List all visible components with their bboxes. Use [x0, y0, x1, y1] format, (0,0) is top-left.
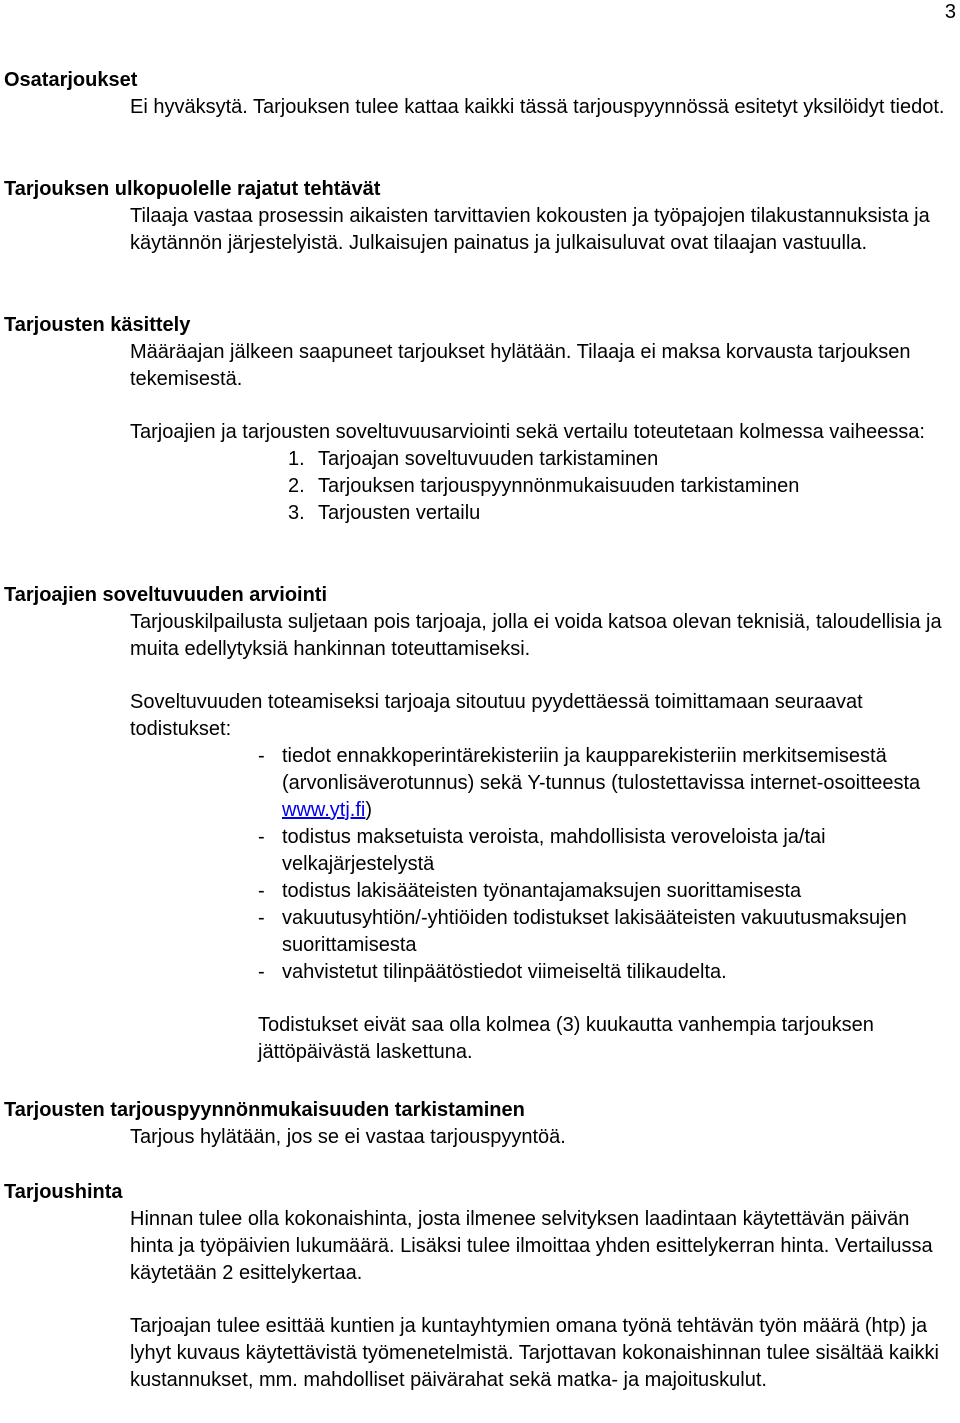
steps-list — [288, 446, 960, 527]
text-todistukset-note: Todistukset eivät saa olla kolmea (3) kuukautta vanhempia tarjouksen jättöpäivästä laskettuna. — [258, 1014, 874, 1063]
heading-ulkopuolelle: Tarjouksen ulkopuolelle rajatut tehtävät — [4, 178, 381, 200]
heading-soveltuvuus: Tarjoajien soveltuvuuden arviointi — [4, 584, 328, 606]
step-item: 3. Tarjousten vertailu — [288, 502, 481, 524]
list-item: - todistus lakisääteisten työnantajamaksujen suorittamisesta — [258, 880, 802, 902]
section-mukaisuus — [4, 1097, 960, 1151]
text-hinta: Hinnan tulee olla kokonaishinta, josta ilmenee selvityksen laadintaan käytettävän päivän hinta ja työpäivien lukumäärä. Lisäksi tulee ilmoittaa yhden esittelykerran hinta. Vertailussa käytetään 2 esittelykertaa. — [130, 1208, 933, 1284]
heading-osatarjoukset: Osatarjoukset — [4, 69, 138, 91]
step-item: 1. Tarjoajan soveltuvuuden tarkistaminen — [288, 448, 659, 470]
list-item: - vakuutusyhtiön/-yhtiöiden todistukset lakisääteisten vakuutusmaksujen suorittamisesta — [258, 907, 907, 956]
text-ulkopuolelle: Tilaaja vastaa prosessin aikaisten tarvittavien kokousten ja työpajojen tilakustannuksista ja käytännön järjestelyistä. Julkaisujen painatus ja julkaisuluvat ovat tilaajan vastuulla. — [130, 205, 930, 254]
section-hinta — [4, 1179, 960, 1394]
page-number: 3 — [944, 1, 956, 23]
text-mukaisuus: Tarjous hylätään, jos se ei vastaa tarjouspyyntöä. — [130, 1126, 566, 1148]
text-hinta-tyomaara: Tarjoajan tulee esittää kuntien ja kuntayhtymien omana työnä tehtävän työn määrä (htp) ja lyhyt kuvaus käytettävistä työmenetelmistä. Tarjottavan kokonaishinnan tulee sisältää kaikki kustannukset, mm. mahdolliset päivärahat sekä matka- ja majoituskulut. — [130, 1315, 939, 1391]
heading-hinta: Tarjoushinta — [4, 1181, 123, 1203]
section-osatarjoukset — [4, 67, 960, 121]
certificates-list — [258, 743, 958, 986]
step-item: 2. Tarjouksen tarjouspyynnönmukaisuuden tarkistaminen — [288, 475, 800, 497]
list-item: - todistus maksetuista veroista, mahdollisista veroveloista ja/tai velkajärjestelystä — [258, 826, 826, 875]
ytj-link[interactable]: www.ytj.fi — [282, 799, 366, 821]
list-item: - vahvistetut tilinpäätöstiedot viimeiseltä tilikaudelta. — [258, 961, 727, 983]
heading-kasittely: Tarjousten käsittely — [4, 314, 191, 336]
text-soveltuvuus: Tarjouskilpailusta suljetaan pois tarjoaja, jolla ei voida katsoa olevan teknisiä, taloudellisia ja muita edellytyksiä hankinnan toteuttamiseksi. — [130, 611, 942, 660]
text-kasittely: Määräajan jälkeen saapuneet tarjoukset hylätään. Tilaaja ei maksa korvausta tarjouksen tekemisestä. — [130, 341, 911, 390]
text-kasittely-vaiheet: Tarjoajien ja tarjousten soveltuvuusarviointi sekä vertailu toteutetaan kolmessa vaiheessa: — [130, 421, 925, 443]
section-kasittely — [4, 312, 960, 527]
text-todistukset-intro: Soveltuvuuden toteamiseksi tarjoaja sitoutuu pyydettäessä toimittamaan seuraavat todistukset: — [130, 691, 863, 740]
text-osatarjoukset: Ei hyväksytä. Tarjouksen tulee kattaa kaikki tässä tarjouspyynnössä esitetyt yksilöidyt tiedot. — [130, 96, 945, 118]
heading-mukaisuus: Tarjousten tarjouspyynnönmukaisuuden tarkistaminen — [4, 1099, 525, 1121]
section-soveltuvuus — [4, 582, 960, 1066]
section-ulkopuolelle — [4, 176, 960, 257]
list-item: - tiedot ennakkoperintärekisteriin ja kaupparekisteriin merkitsemisestä (arvonlisäverotunnus) sekä Y-tunnus (tulostettavissa internet-osoitteesta www.ytj.fi) — [258, 745, 921, 821]
